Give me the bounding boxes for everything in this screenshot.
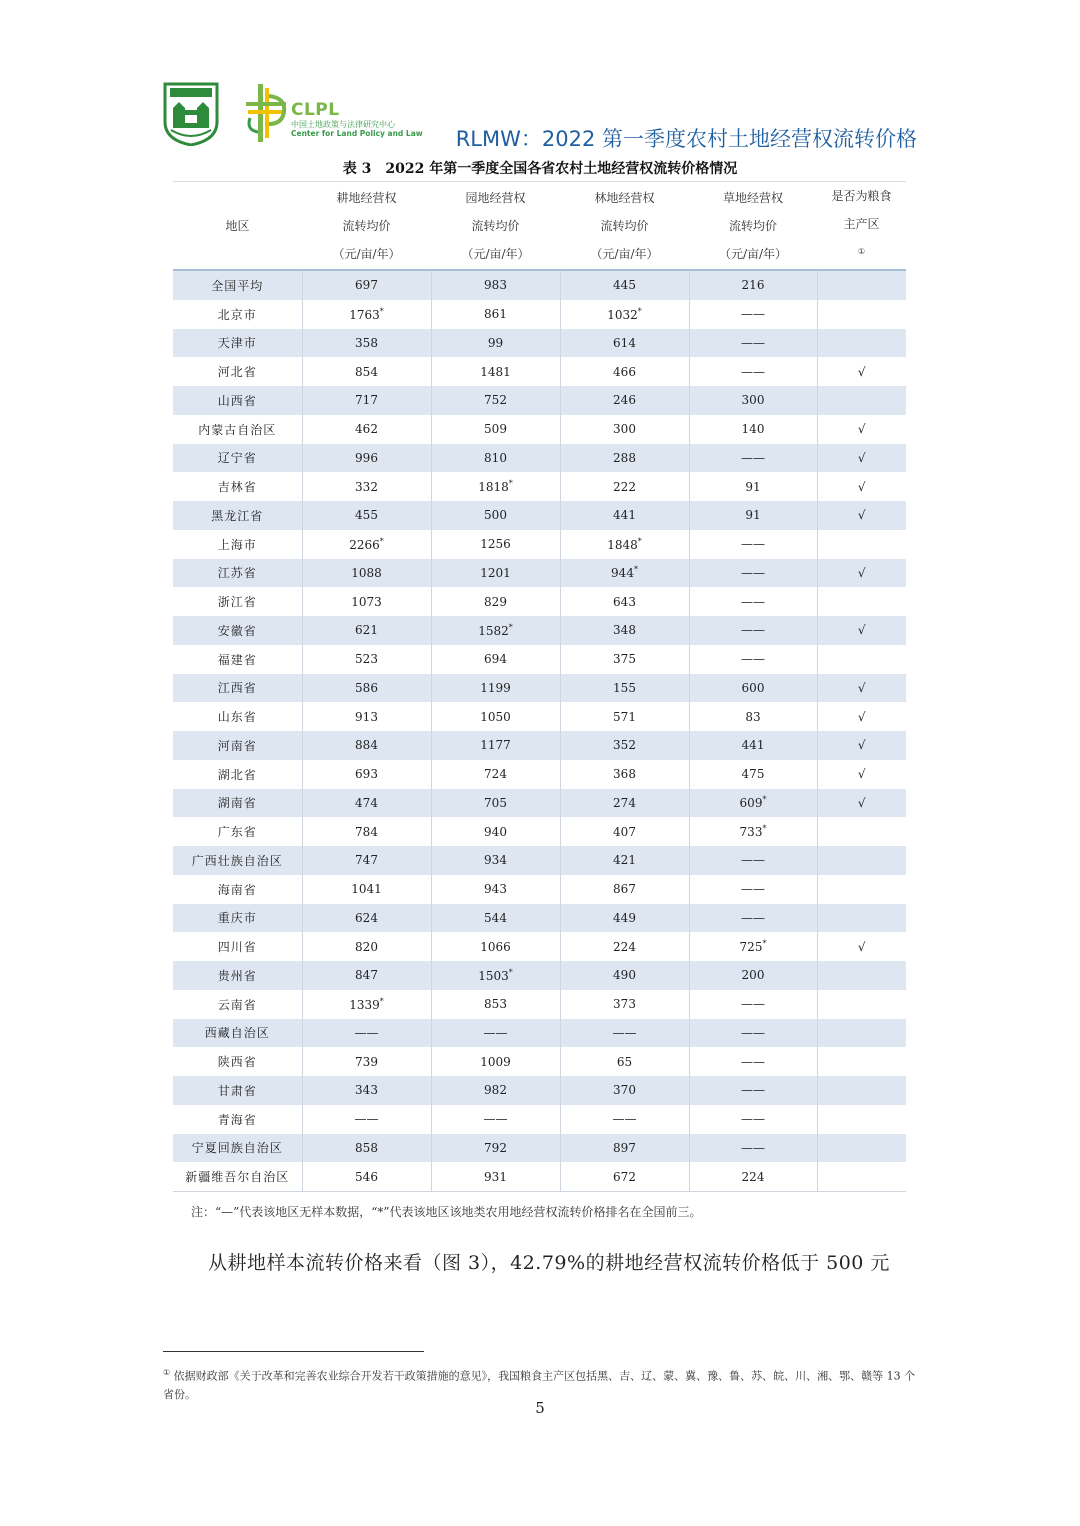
cell-farmland: 546 [302,1162,431,1191]
cell-farmland: 1763* [302,300,431,329]
cell-grain: √ [817,702,906,731]
cell-grass: —— [689,357,817,386]
table-row [173,530,906,559]
table-row [173,616,906,645]
cell-grass: —— [689,587,817,616]
col-header-grassland: 草地经营权 流转均价 （元/亩/年） [689,182,817,271]
cell-garden: 694 [431,645,560,674]
table-row [173,501,906,530]
footnote-text: 依据财政部《关于改革和完善农业综合开发若干政策措施的意见》，我国粮食主产区包括黑、吉、辽、蒙、冀、豫、鲁、苏、皖、川、湘、鄂、赣等 13 个省份。 [163,1369,916,1401]
cell-region: 浙江省 [173,587,302,616]
cell-farmland: 523 [302,645,431,674]
cell-forest: 65 [560,1047,689,1076]
cell-farmland: 586 [302,674,431,703]
cell-grain: √ [817,472,906,501]
page-number: 5 [535,1399,545,1417]
table-title: 表 3 2022 年第一季度全国各省农村土地经营权流转价格情况 [342,161,738,177]
table-header-row [173,182,906,271]
cell-farmland: 854 [302,357,431,386]
cell-farmland: 858 [302,1134,431,1163]
cell-forest: 1032* [560,300,689,329]
table-row [173,731,906,760]
table-row [173,760,906,789]
cell-region: 黑龙江省 [173,501,302,530]
cell-grain: √ [817,731,906,760]
cell-farmland: 884 [302,731,431,760]
cell-farmland: 1339* [302,990,431,1019]
table-row [173,386,906,415]
footnote [163,1364,918,1404]
cell-garden: 500 [431,501,560,530]
cell-grain: √ [817,415,906,444]
cell-forest: 246 [560,386,689,415]
col-header-forest: 林地经营权 流转均价 （元/亩/年） [560,182,689,271]
cell-grain: √ [817,932,906,961]
cell-garden: 1009 [431,1047,560,1076]
cell-region: 宁夏回族自治区 [173,1134,302,1163]
clpl-logo-mark [244,82,288,144]
cell-garden: 1199 [431,674,560,703]
cell-grass: 200 [689,961,817,990]
cell-farmland: 455 [302,501,431,530]
cell-region: 江西省 [173,674,302,703]
cell-region: 吉林省 [173,472,302,501]
table-row [173,329,906,358]
cell-farmland: 624 [302,904,431,933]
cell-forest: 407 [560,817,689,846]
cell-grain [817,587,906,616]
cell-farmland: 1041 [302,875,431,904]
running-header-title: RLMW：2022 第一季度农村土地经营权流转价格 [455,127,917,151]
cell-forest: 274 [560,789,689,818]
cell-garden: 792 [431,1134,560,1163]
cell-garden: —— [431,1019,560,1048]
table-row [173,587,906,616]
cell-forest: 1848* [560,530,689,559]
cell-region: 西藏自治区 [173,1019,302,1048]
table-row [173,444,906,473]
cell-forest: 445 [560,270,689,300]
cell-garden: 810 [431,444,560,473]
top-three-mark: * [633,565,638,575]
cell-forest: 288 [560,444,689,473]
cell-region: 山西省 [173,386,302,415]
cell-farmland: 913 [302,702,431,731]
cell-grain [817,300,906,329]
cell-region: 广东省 [173,817,302,846]
cell-farmland: 1073 [302,587,431,616]
cell-forest: 614 [560,329,689,358]
cell-farmland: —— [302,1019,431,1048]
cell-farmland: 474 [302,789,431,818]
cell-region: 广西壮族自治区 [173,846,302,875]
cell-farmland: —— [302,1105,431,1134]
cell-grain: √ [817,559,906,588]
cell-grain [817,270,906,300]
top-three-mark: * [637,306,642,316]
cell-forest: 370 [560,1076,689,1105]
table-row [173,990,906,1019]
cell-grain [817,990,906,1019]
cell-grain [817,386,906,415]
table-row [173,789,906,818]
table-row [173,674,906,703]
footnote-ref-mark: ① [857,247,866,256]
cell-region: 辽宁省 [173,444,302,473]
cell-region: 山东省 [173,702,302,731]
table-row [173,1019,906,1048]
cell-forest: 672 [560,1162,689,1191]
cell-forest: 441 [560,501,689,530]
body-paragraph: 从耕地样本流转价格来看（图 3），42.79%的耕地经营权流转价格低于 500 元 [208,1252,890,1274]
table-row [173,932,906,961]
cell-grass: 300 [689,386,817,415]
cell-grass: 83 [689,702,817,731]
cell-forest: 490 [560,961,689,990]
cell-garden: 940 [431,817,560,846]
table-row [173,875,906,904]
cell-grain [817,1162,906,1191]
table-row [173,357,906,386]
table-row [173,1134,906,1163]
cell-forest: 867 [560,875,689,904]
table-row [173,472,906,501]
cell-forest: 466 [560,357,689,386]
cell-region: 全国平均 [173,270,302,300]
cell-region: 青海省 [173,1105,302,1134]
cell-grain: √ [817,501,906,530]
cell-farmland: 847 [302,961,431,990]
top-three-mark: * [508,622,513,632]
cell-farmland: 747 [302,846,431,875]
cell-farmland: 621 [302,616,431,645]
cell-grain [817,875,906,904]
cell-region: 重庆市 [173,904,302,933]
table-row [173,415,906,444]
cell-forest: 155 [560,674,689,703]
cell-grass: —— [689,1019,817,1048]
table-row [173,300,906,329]
cell-garden: 943 [431,875,560,904]
cell-farmland: 996 [302,444,431,473]
cell-region: 陕西省 [173,1047,302,1076]
cell-grain [817,1105,906,1134]
cell-region: 河北省 [173,357,302,386]
table-row [173,904,906,933]
cell-region: 新疆维吾尔自治区 [173,1162,302,1191]
cell-grass: —— [689,300,817,329]
cell-region: 云南省 [173,990,302,1019]
clpl-logo-name: CLPL [291,100,340,120]
cell-forest: —— [560,1019,689,1048]
cell-region: 福建省 [173,645,302,674]
cell-grain: √ [817,616,906,645]
top-three-mark: * [637,536,642,546]
cell-grain: √ [817,357,906,386]
cell-region: 天津市 [173,329,302,358]
cell-farmland: 1088 [302,559,431,588]
col-header-region: 地区 [173,182,302,271]
cell-grain [817,1047,906,1076]
cell-grain: √ [817,789,906,818]
table-row [173,1047,906,1076]
cell-grass: —— [689,530,817,559]
table-row [173,1162,906,1191]
cell-region: 贵州省 [173,961,302,990]
cell-garden: 983 [431,270,560,300]
cell-grass: —— [689,1105,817,1134]
cell-garden: 509 [431,415,560,444]
footnote-mark: ① [163,1368,171,1377]
cell-region: 河南省 [173,731,302,760]
cell-forest: 643 [560,587,689,616]
table-row [173,270,906,300]
cell-grass: 441 [689,731,817,760]
cell-grain [817,961,906,990]
col-header-farmland: 耕地经营权 流转均价 （元/亩/年） [302,182,431,271]
cell-grain [817,329,906,358]
top-three-mark: * [762,939,767,949]
top-three-mark: * [379,306,384,316]
cell-garden: 1256 [431,530,560,559]
cell-garden: 829 [431,587,560,616]
cell-farmland: 343 [302,1076,431,1105]
cell-grain [817,645,906,674]
cell-farmland: 697 [302,270,431,300]
cell-garden: 861 [431,300,560,329]
cell-grass: —— [689,904,817,933]
table-row [173,1105,906,1134]
cell-farmland: 784 [302,817,431,846]
cell-forest: 897 [560,1134,689,1163]
cell-grass: —— [689,1134,817,1163]
cell-forest: 449 [560,904,689,933]
cell-farmland: 332 [302,472,431,501]
cell-farmland: 717 [302,386,431,415]
cell-garden: 544 [431,904,560,933]
cell-garden: —— [431,1105,560,1134]
cell-region: 江苏省 [173,559,302,588]
cell-grass: 475 [689,760,817,789]
cell-region: 北京市 [173,300,302,329]
cell-grass: —— [689,444,817,473]
cell-grain [817,817,906,846]
cell-forest: 373 [560,990,689,1019]
table-row [173,817,906,846]
top-three-mark: * [508,967,513,977]
cell-grass: —— [689,1047,817,1076]
top-three-mark: * [379,536,384,546]
cell-garden: 931 [431,1162,560,1191]
cell-grain [817,1019,906,1048]
cell-region: 湖北省 [173,760,302,789]
cell-grass: —— [689,616,817,645]
cell-grain [817,846,906,875]
cell-forest: 944* [560,559,689,588]
cell-forest: 300 [560,415,689,444]
cell-grass: 600 [689,674,817,703]
table-row [173,1076,906,1105]
cell-garden: 1503* [431,961,560,990]
top-three-mark: * [762,795,767,805]
cell-garden: 99 [431,329,560,358]
cell-grass: 725* [689,932,817,961]
cell-garden: 1050 [431,702,560,731]
cell-grass: 733* [689,817,817,846]
cell-forest: 222 [560,472,689,501]
cell-forest: 375 [560,645,689,674]
cell-grain: √ [817,444,906,473]
cell-region: 湖南省 [173,789,302,818]
cell-region: 上海市 [173,530,302,559]
cell-grass: 224 [689,1162,817,1191]
cell-grass: —— [689,990,817,1019]
cell-grass: 609* [689,789,817,818]
cell-forest: 421 [560,846,689,875]
top-three-mark: * [508,479,513,489]
cell-forest: 571 [560,702,689,731]
cell-farmland: 693 [302,760,431,789]
table-row [173,702,906,731]
table-row [173,846,906,875]
cell-garden: 1201 [431,559,560,588]
cell-grain [817,1134,906,1163]
cell-grain [817,904,906,933]
cell-garden: 934 [431,846,560,875]
clpl-logo-chinese-name: 中国土地政策与法律研究中心 [291,120,395,129]
cell-garden: 1818* [431,472,560,501]
cell-garden: 853 [431,990,560,1019]
cell-grain [817,1076,906,1105]
cell-garden: 1481 [431,357,560,386]
cell-farmland: 2266* [302,530,431,559]
clpl-logo-english-name: Center for Land Policy and Law [291,129,423,138]
university-seal-logo [163,82,219,146]
cell-grass: —— [689,1076,817,1105]
cell-grass: 91 [689,501,817,530]
top-three-mark: * [379,996,384,1006]
cell-farmland: 739 [302,1047,431,1076]
cell-garden: 1066 [431,932,560,961]
cell-forest: 348 [560,616,689,645]
col-header-garden: 园地经营权 流转均价 （元/亩/年） [431,182,560,271]
top-three-mark: * [762,824,767,834]
cell-grain: √ [817,674,906,703]
cell-garden: 724 [431,760,560,789]
cell-grass: —— [689,846,817,875]
cell-region: 安徽省 [173,616,302,645]
cell-garden: 752 [431,386,560,415]
footnote-divider [163,1351,424,1352]
table-row [173,645,906,674]
cell-grass: 91 [689,472,817,501]
cell-grain: √ [817,760,906,789]
cell-grass: —— [689,645,817,674]
cell-garden: 982 [431,1076,560,1105]
cell-garden: 1582* [431,616,560,645]
cell-farmland: 358 [302,329,431,358]
cell-grain [817,530,906,559]
cell-grass: —— [689,875,817,904]
cell-grass: 216 [689,270,817,300]
cell-grass: —— [689,329,817,358]
cell-region: 海南省 [173,875,302,904]
col-header-grain-area: 是否为粮食 主产区 ① [817,182,906,271]
cell-farmland: 820 [302,932,431,961]
cell-forest: 224 [560,932,689,961]
table-note: 注：“—”代表该地区无样本数据，“*”代表该地区该地类农用地经营权流转价格排名在全国前三。 [191,1205,702,1219]
cell-grass: —— [689,559,817,588]
cell-forest: 352 [560,731,689,760]
cell-grass: 140 [689,415,817,444]
table-row [173,961,906,990]
table-row [173,559,906,588]
cell-garden: 1177 [431,731,560,760]
price-table [173,181,906,1192]
cell-region: 内蒙古自治区 [173,415,302,444]
cell-region: 四川省 [173,932,302,961]
cell-garden: 705 [431,789,560,818]
cell-forest: —— [560,1105,689,1134]
cell-region: 甘肃省 [173,1076,302,1105]
cell-forest: 368 [560,760,689,789]
cell-farmland: 462 [302,415,431,444]
